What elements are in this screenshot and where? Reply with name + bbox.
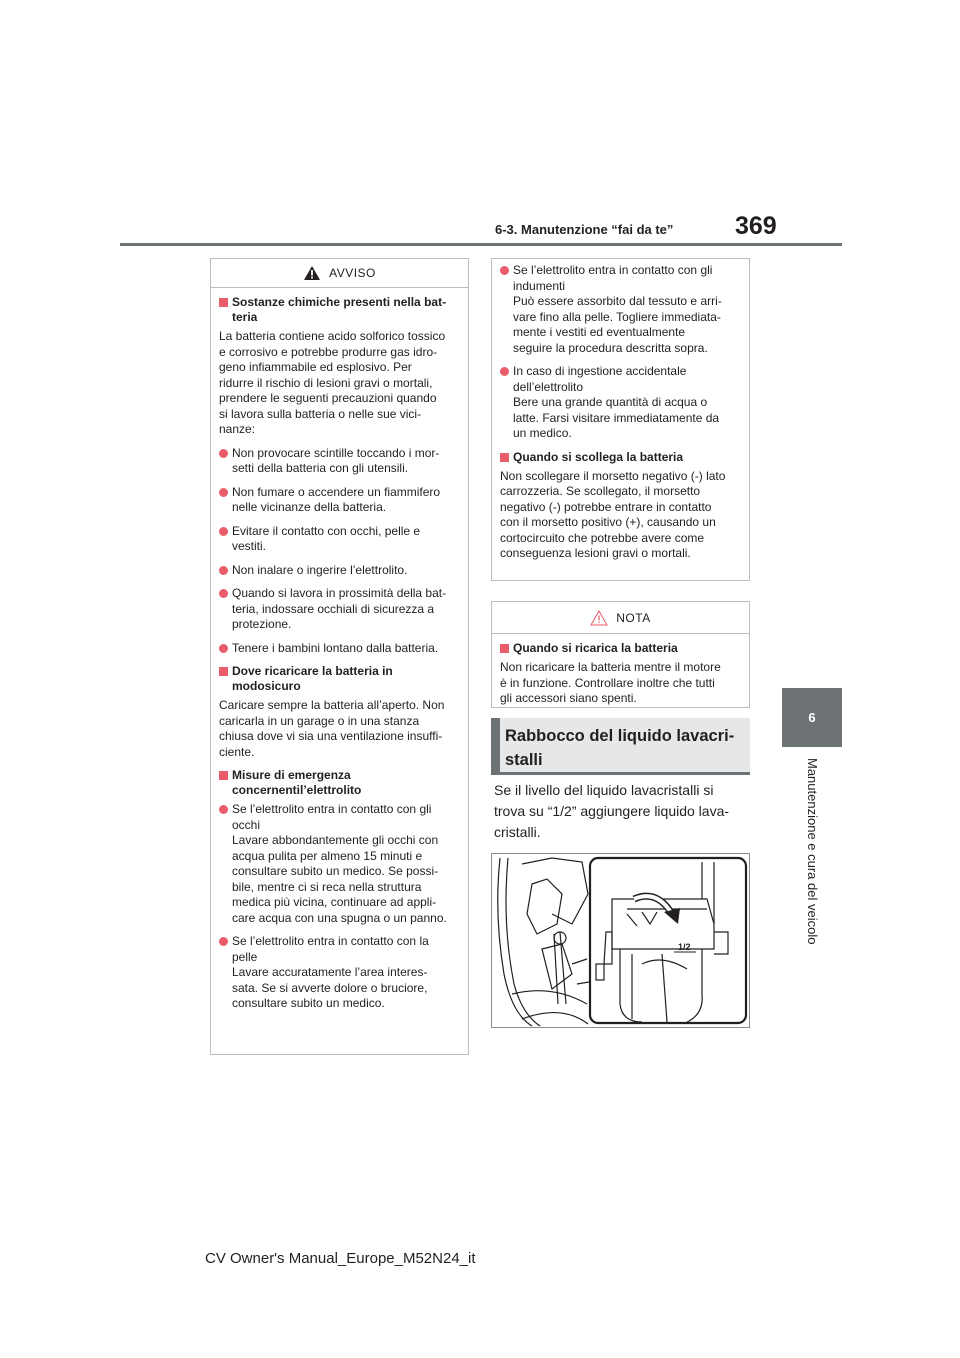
section-heading-title: Rabbocco del liquido lavacri- stalli	[505, 727, 735, 769]
bullet-item: Non inalare o ingerire l’elettrolito.	[219, 563, 460, 579]
subheading: Misure di emergenza concernentil’elettrolito	[219, 768, 460, 798]
subheading: Quando si scollega la batteria	[500, 450, 741, 465]
section-heading-bar	[491, 718, 500, 772]
bullet-item: Se l’elettrolito entra in contatto con la pelle Lavare accuratamente l’area interes- sata. Se si avverte dolore o bruciore, consultare subito un medico.	[219, 934, 460, 1012]
washer-fluid-figure	[491, 853, 750, 1028]
notice-label: NOTA	[616, 610, 651, 625]
bullet-item: Se l’elettrolito entra in contatto con gli indumenti Può essere assorbito dal tessuto e arri- vare fino alla pelle. Togliere immediata- mente i vestiti ed eventualmente seguire la procedura descritta sopra.	[500, 263, 741, 356]
notice-box-content	[492, 634, 749, 707]
level-mark-label: 1/2	[678, 942, 691, 952]
notice-box	[491, 601, 750, 708]
footer-manual-id: CV Owner's Manual_Europe_M52N24_it	[205, 1250, 476, 1267]
header-rule	[120, 243, 842, 246]
warning-box-content	[211, 288, 468, 1012]
section-title: 6-3. Manutenzione “fai da te”	[495, 222, 674, 237]
bullet-item: Se l’elettrolito entra in contatto con gli occhi Lavare abbondantemente gli occhi con acqua pulita per almeno 15 minuti e consultare subito un medico. Se possi- bile, mentre ci si reca nella struttura medica più vicina, continuare ad appli- care acqua con una spugna o un panno.	[219, 802, 460, 926]
bullet-item: Non provocare scintille toccando i mor- setti della batteria con gli utensili.	[219, 446, 460, 477]
section-body-text: Se il livello del liquido lavacristalli si trova su “1/2” aggiungere liquido lava- cristalli.	[494, 782, 730, 840]
washer-fluid-reservoir-illustration	[492, 854, 749, 1027]
paragraph: La batteria contiene acido solforico tossico e corrosivo e potrebbe produrre gas idro- geno infiammabile ed esplosivo. Per ridurre il rischio di lesioni gravi o mortali, prendere le seguenti precauzioni quando si lavora sulla batteria o nelle sue vici- nanze:	[219, 329, 446, 436]
bullet-item: Evitare il contatto con occhi, pelle e vestiti.	[219, 524, 460, 555]
paragraph: Caricare sempre la batteria all’aperto. Non caricarla in un garage o in una stanza chiusa dove vi sia una ventilazione insuffi- ciente.	[219, 698, 445, 759]
warning-label: AVVISO	[329, 266, 376, 280]
subheading: Sostanze chimiche presenti nella bat-teria	[219, 295, 460, 325]
warning-box-continued	[491, 258, 750, 581]
warning-box-continued-content	[492, 259, 749, 562]
section-heading	[491, 718, 750, 775]
paragraph: Non ricaricare la batteria mentre il motore è in funzione. Controllare inoltre che tutti gli accessori siano spenti.	[500, 660, 721, 705]
warning-box-header	[211, 259, 468, 288]
subheading: Dove ricaricare la batteria in modosicuro	[219, 664, 460, 694]
paragraph: Non scollegare il morsetto negativo (-) lato carrozzeria. Se scollegato, il morsetto negativo (-) potrebbe entrare in contatto con il morsetto positivo (+), causando un cortocircuito che potrebbe avere come conseguenza lesioni gravi o mortali.	[500, 468, 726, 560]
chapter-title: Manutenzione e cura del veicolo	[805, 758, 820, 945]
notice-box-header	[492, 602, 749, 634]
bullet-item: Quando si lavora in prossimità della bat- teria, indossare occhiali di sicurezza a protezione.	[219, 586, 460, 633]
subheading: Quando si ricarica la batteria	[500, 641, 741, 656]
page-number: 369	[735, 212, 777, 240]
bullet-item: Tenere i bambini lontano dalla batteria.	[219, 641, 460, 657]
warning-box	[210, 258, 469, 1055]
warning-triangle-icon	[303, 265, 321, 281]
bullet-item: In caso di ingestione accidentale dell’elettrolito Bere una grande quantità di acqua o latte. Farsi visitare immediatamente da un medico.	[500, 364, 741, 442]
bullet-item: Non fumare o accendere un fiammifero nelle vicinanze della batteria.	[219, 485, 460, 516]
chapter-number-tab: 6	[782, 688, 842, 747]
notice-triangle-icon	[590, 610, 608, 626]
